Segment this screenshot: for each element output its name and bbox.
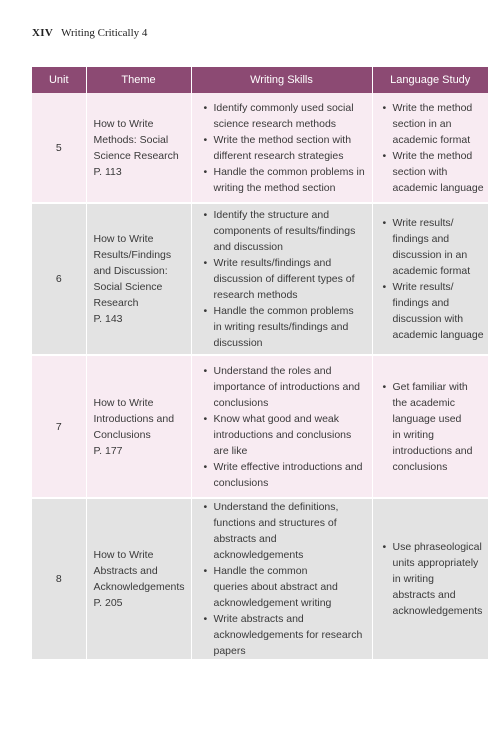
table-row [32, 498, 488, 660]
bullet-line: • Handle the common problems [213, 305, 354, 317]
bullet-line: • Write effective introductions and [213, 460, 363, 473]
theme-line: How to Write [93, 233, 154, 245]
bullet-line: discussion in an [392, 249, 468, 261]
language-study-cell [372, 498, 488, 660]
theme-line: Acknowledgements [93, 581, 185, 593]
bullet-line: are like [213, 444, 248, 457]
bullet-line: • Handle the common problems in [213, 165, 365, 178]
writing-skills-cell [191, 93, 372, 203]
unit-number-cell: 5 [32, 93, 86, 203]
theme-line: P. 113 [93, 165, 122, 178]
table-row [32, 203, 488, 355]
bullet-line: language used [392, 412, 462, 425]
writing-skills-cell [191, 498, 372, 660]
theme-line: Results/Findings [93, 249, 172, 261]
writing-skill-item [204, 255, 367, 303]
theme-line: and Discussion: [93, 265, 168, 277]
bullet-line: abstracts and [392, 589, 456, 601]
bullet-line: • Use phraseological [392, 541, 482, 553]
bullet-line: • Write the method section with [213, 133, 352, 146]
bullet-line: section in an [392, 117, 452, 130]
language-study-cell [372, 355, 488, 498]
writing-skill-item [204, 164, 367, 196]
writing-skill-item [204, 411, 367, 459]
bullet-line: academic format [392, 265, 471, 277]
book-title: Writing Critically 4 [61, 27, 148, 39]
column-header-unit: Unit [32, 67, 86, 93]
bullet-line: components of results/findings [213, 225, 356, 237]
column-header-language-study: Language Study [372, 67, 488, 93]
bullet-line: queries about abstract and [213, 581, 338, 593]
table-row [32, 93, 488, 203]
writing-skill-item [204, 459, 367, 491]
theme-cell [86, 355, 191, 498]
bullet-line: findings and [392, 233, 450, 245]
language-study-cell [372, 93, 488, 203]
table-row [32, 355, 488, 498]
writing-skill-item [204, 303, 367, 351]
bullet-line: acknowledgements for research [213, 629, 363, 641]
bullet-line: research methods [213, 289, 298, 301]
bullet-line: discussion of different types of [213, 273, 355, 285]
page-header [32, 27, 147, 39]
bullet-line: • Write the method [392, 101, 473, 114]
bullet-list [383, 100, 485, 196]
theme-cell [86, 93, 191, 203]
bullet-line: acknowledgement writing [213, 597, 332, 609]
writing-skill-item [204, 207, 367, 255]
bullet-line: academic format [392, 133, 471, 146]
bullet-line: conclusions [213, 396, 269, 409]
bullet-line: • Write results/findings and [213, 257, 332, 269]
column-header-theme: Theme [86, 67, 191, 93]
writing-skill-item [204, 363, 367, 411]
writing-skill-item [204, 499, 367, 563]
bullet-line: academic language [392, 329, 484, 341]
bullet-line: academic language [392, 181, 484, 194]
bullet-line: • Know what good and weak [213, 412, 340, 425]
unit-number-cell: 8 [32, 498, 86, 660]
bullet-line: the academic [392, 396, 455, 409]
bullet-line: • Write results/ [392, 217, 454, 229]
theme-cell [86, 203, 191, 355]
theme-line: Abstracts and [93, 565, 158, 577]
unit-number-cell: 7 [32, 355, 86, 498]
language-study-item [383, 148, 485, 196]
bullet-line: conclusions [213, 476, 269, 489]
language-study-item [383, 379, 485, 475]
writing-skills-cell [191, 203, 372, 355]
bullet-line: • Handle the common [213, 565, 308, 577]
bullet-line: discussion with [392, 313, 464, 325]
bullet-line: introductions and conclusions [213, 428, 352, 441]
writing-skill-item [204, 100, 367, 132]
theme-line: How to Write [93, 117, 154, 130]
bullet-line: • Write results/ [392, 281, 454, 293]
writing-skill-item [204, 563, 367, 611]
language-study-item [383, 215, 485, 279]
contents-table [32, 67, 488, 661]
theme-line: Science Research [93, 149, 179, 162]
bullet-line: science research methods [213, 117, 337, 130]
bullet-list [383, 215, 485, 343]
theme-line: Methods: Social [93, 133, 169, 146]
language-study-item [383, 100, 485, 148]
theme-line: Conclusions [93, 428, 151, 441]
bullet-line: section with [392, 165, 448, 178]
theme-line: Social Science [93, 281, 163, 293]
bullet-line: findings and [392, 297, 450, 309]
theme-cell [86, 498, 191, 660]
bullet-line: importance of introductions and [213, 380, 361, 393]
bullet-line: abstracts and acknowledgements [213, 533, 304, 561]
bullet-line: and discussion [213, 241, 283, 253]
language-study-item [383, 279, 485, 343]
bullet-line: functions and structures of [213, 517, 337, 529]
theme-line: How to Write [93, 396, 154, 409]
bullet-list [204, 207, 367, 351]
bullet-line: discussion [213, 337, 263, 349]
writing-skill-item [204, 611, 367, 659]
page-number: XIV [32, 27, 54, 39]
bullet-line: acknowledgements [392, 605, 483, 617]
theme-line: P. 205 [93, 597, 123, 609]
bullet-line: introductions and [392, 444, 473, 457]
bullet-line: papers [213, 645, 246, 657]
theme-line: P. 177 [93, 444, 123, 457]
bullet-list [204, 363, 367, 491]
bullet-line: • Identify the structure and [213, 209, 330, 221]
bullet-line: in writing results/findings and [213, 321, 349, 333]
bullet-list [204, 499, 367, 659]
bullet-line: writing the method section [213, 181, 336, 194]
theme-line: How to Write [93, 549, 154, 561]
writing-skill-item [204, 132, 367, 164]
bullet-line: different research strategies [213, 149, 344, 162]
bullet-line: • Write the method [392, 149, 473, 162]
bullet-line: in writing [392, 573, 434, 585]
bullet-line: • Identify commonly used social [213, 101, 354, 114]
table-header-row [32, 67, 488, 93]
column-header-writing-skills: Writing Skills [191, 67, 372, 93]
bullet-line: conclusions [392, 460, 448, 473]
theme-line: Introductions and [93, 412, 175, 425]
bullet-line: • Write abstracts and [213, 613, 304, 625]
bullet-list [383, 539, 485, 619]
writing-skills-cell [191, 355, 372, 498]
bullet-line: in writing [392, 428, 434, 441]
bullet-list [383, 379, 485, 475]
theme-line: Research [93, 297, 139, 309]
bullet-line: • Understand the roles and [213, 364, 332, 377]
bullet-line: units appropriately [392, 557, 479, 569]
language-study-item [383, 539, 485, 619]
unit-number-cell: 6 [32, 203, 86, 355]
bullet-line: • Understand the definitions, [213, 501, 339, 513]
bullet-list [204, 100, 367, 196]
bullet-line: • Get familiar with [392, 380, 468, 393]
language-study-cell [372, 203, 488, 355]
theme-line: P. 143 [93, 313, 123, 325]
